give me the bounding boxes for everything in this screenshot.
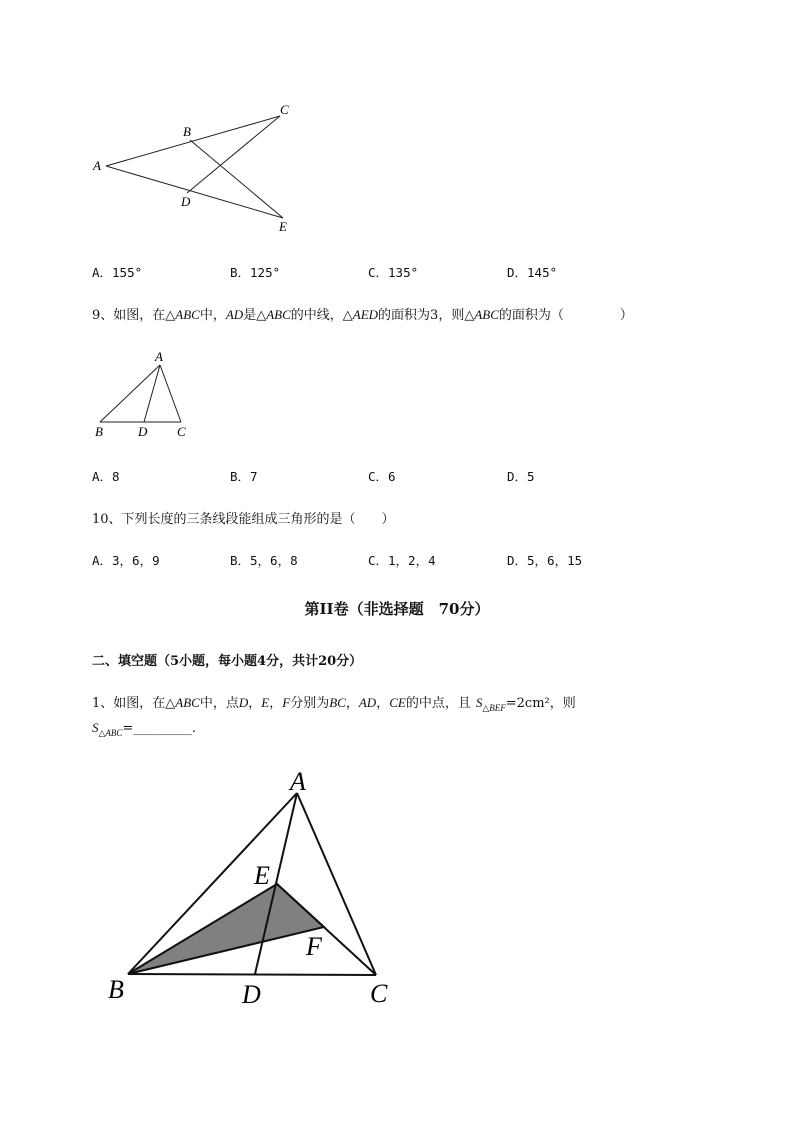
- q10-option-b: B．5，6，8: [230, 553, 298, 568]
- q9-t6: 的中线，△: [290, 308, 353, 323]
- q8-label-e: E: [279, 219, 287, 234]
- q9-line-ac: [160, 365, 181, 422]
- q8-line-ac: [106, 116, 280, 166]
- q9-t7: AED: [352, 307, 379, 322]
- q9-line-ad: [144, 365, 160, 422]
- section-2-title: 第II卷（非选择题 70分）: [304, 600, 490, 618]
- q10-stem: 10、下列长度的三条线段能组成三角形的是（ ）: [92, 512, 395, 527]
- f1-c: 中，点: [199, 696, 239, 711]
- part-2-title: 二、填空题（5小题，每小题4分，共计20分）: [92, 654, 363, 669]
- f1-e: ，: [248, 696, 262, 711]
- q10-option-d: D．5，6，15: [507, 553, 583, 568]
- f1-k: ，: [345, 696, 359, 711]
- q9-option-d: D．5: [507, 469, 535, 484]
- f1-n: CE: [389, 695, 406, 710]
- f1-q: △: [482, 703, 490, 714]
- f1-g: ，: [269, 696, 283, 711]
- f1-m: ，: [376, 696, 390, 711]
- q9-stem: [92, 304, 633, 323]
- q8-option-b: B．125°: [230, 265, 281, 280]
- fig-label-a: A: [290, 767, 306, 796]
- q8-option-a: A．155°: [92, 265, 143, 280]
- q9-t5: ABC: [266, 307, 291, 322]
- q9-t2: 中，: [199, 308, 226, 323]
- q9-label-a: A: [155, 349, 163, 364]
- q8-option-d: D．145°: [507, 265, 558, 280]
- f1-h: F: [282, 695, 291, 710]
- q8-label-b: B: [183, 124, 191, 139]
- f1-line2-tri: △: [98, 728, 106, 739]
- q9-t3: AD: [225, 307, 244, 322]
- q8-label-c: C: [280, 102, 289, 117]
- fill-q1-line1: [92, 692, 576, 714]
- fig-label-f: F: [306, 932, 322, 961]
- q8-line-ae: [106, 166, 283, 218]
- q8-line-dc: [187, 116, 280, 193]
- fig-label-e: E: [254, 861, 270, 890]
- fig-label-c: C: [370, 979, 388, 1008]
- f1-s: =2cm²，则: [505, 696, 576, 711]
- q9-t1: ABC: [175, 307, 200, 322]
- f1-l: AD: [358, 695, 377, 710]
- shaded-triangle-bef: [128, 884, 324, 974]
- q9-option-a: A．8: [92, 469, 120, 484]
- f1-line2-blank: =_________.: [122, 721, 196, 736]
- q9-label-d: D: [138, 424, 148, 439]
- q10-option-a: A．3，6，9: [92, 553, 160, 568]
- f1-p: S: [475, 695, 483, 710]
- q9-t0: 9、如图，在△: [92, 308, 176, 323]
- q9-t10: 的面积为（: [498, 308, 564, 323]
- fig-line-bc: [128, 974, 376, 975]
- q9-label-c: C: [177, 424, 186, 439]
- f1-j: BC: [329, 695, 346, 710]
- q9-line-ab: [100, 365, 160, 422]
- q9-t11: ）: [619, 308, 633, 323]
- q9-t9: ABC: [474, 307, 499, 322]
- fig-label-d: D: [242, 980, 261, 1009]
- f1-d: D: [238, 695, 249, 710]
- q9-figure: [90, 345, 200, 445]
- q8-label-d: D: [181, 194, 191, 209]
- q8-figure: [90, 98, 310, 238]
- f1-f: E: [261, 695, 270, 710]
- fill-q1-figure: [100, 760, 410, 1010]
- q8-label-a: A: [93, 158, 101, 173]
- q9-t4: 是△: [243, 308, 267, 323]
- f1-o: 的中点，且: [405, 696, 471, 711]
- f1-i: 分别为: [290, 696, 330, 711]
- f1-r: BEF: [489, 702, 506, 713]
- f1-b: ABC: [175, 695, 200, 710]
- f1-line2-s: S: [92, 720, 99, 735]
- q10-option-c: C．1，2，4: [368, 553, 436, 568]
- f1-a: 1、如图，在△: [92, 696, 176, 711]
- q9-t8: 的面积为3，则△: [378, 308, 475, 323]
- q9-option-c: C．6: [368, 469, 396, 484]
- q8-option-c: C．135°: [368, 265, 419, 280]
- q9-label-b: B: [95, 424, 103, 439]
- fig-label-b: B: [108, 975, 124, 1004]
- q9-option-b: B．7: [230, 469, 258, 484]
- fill-q1-line2: [92, 720, 196, 739]
- f1-line2-abc: ABC: [105, 727, 123, 738]
